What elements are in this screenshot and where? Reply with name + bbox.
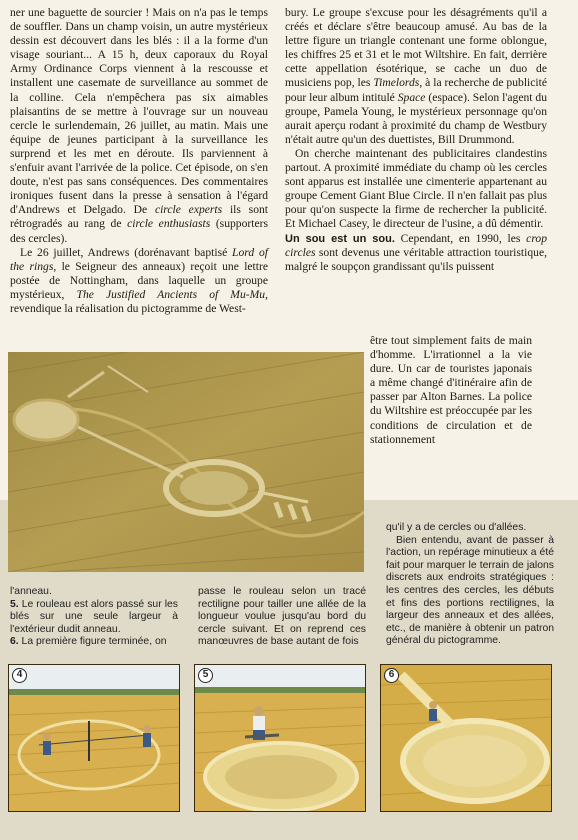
caption-steps-5-6: l'anneau. 5. Le rouleau est alors passé sur les blés sur une seule largeur à l'extérieur dudit anneau. 6. La première figure terminée, on (10, 586, 178, 648)
paragraph: On cherche maintenant des publicitaires clandestins partout. A proximité immédiate du champ où les cercles sont apparus est installée une cimenterie appartenant au groupe Cement Giant Blue Circle. Il n'en fallait pas plus pour qu'on suspecte la firme de rechercher la publicité. Et Michael Casey, le directeur de l'usine, a dû démentir. (285, 146, 547, 231)
illustration-panel-4 (8, 664, 180, 812)
illustration-finished-circle-icon (381, 665, 552, 812)
article-column-2 (285, 6, 547, 274)
paragraph: ner une baguette de sourcier ! Mais on n'a pas le temps de souffler. Dans un champ voisin, un autre mystérieux dessin est découvert dans les blés : il a la forme d'un visage souriant... A 15 h, deux caporaux du Royal Army Ordinance Corps viennent à la rescousse et installent une casemate de surveillance au sommet de la colline. Cela n'empêchera pas six aimables plaisantins de se mettre à l'ouvrage sur un nouveau cercle le surlendemain, 26 juillet, au matin. Mais une équipe de jeunes participant à la surveillance les surprend et les met en déroute. Ils parviennent à s'enfuir avant l'arrivée de la police. Cet épisode, on s'en doute, n'est pas sans conséquences. Des commentaires ironiques fusent dans la presse à sensation à l'égard d'Andrews et Delgado. De circle experts ils sont rétrogradés au rang de circle enthusiasts (supporters des cercles). (10, 6, 269, 245)
caption-continued: passe le rouleau selon un tracé rectiligne pour tailler une allée de la longueur voulue jusqu'au bord du cercle suivant. Et on reprend ces manœuvres de base autant de fois (198, 586, 366, 648)
article-column-1 (10, 6, 268, 316)
article-column-3 (370, 334, 532, 447)
aerial-crop-circle-photo (8, 352, 364, 572)
paragraph: être tout simplement faits de main d'homme. L'irrationnel a la vie dure. Un car de touristes japonais a même changé d'itinéraire afin de passer par Alton Barnes. La police du Wiltshire est préoccupée par les conditions de circulation et de stationnement (370, 334, 532, 446)
panel-number: 4 (12, 668, 27, 683)
panel-number: 6 (384, 668, 399, 683)
paragraph: Un sou est un sou. Cependant, en 1990, les crop circles sont devenus une véritable attraction touristique, malgré le soupçon grandissant qu'ils puissent (285, 231, 547, 273)
illustration-surveying-icon (9, 665, 180, 812)
caption-preparation: qu'il y a de cercles ou d'allées. Bien entendu, avant de passer à l'action, un repérage minutieux a été fait pour marquer le terrain de jalons discrets aux endroits stratégiques : les centres des cercles, les débuts et fins des portions rectilignes, la largeur des anneaux et des allées, etc., de manière à obtenir un patron général du pictogramme. (386, 522, 554, 647)
panel-number: 5 (198, 668, 213, 683)
illustration-panel-6 (380, 664, 552, 812)
illustration-panel-5 (194, 664, 366, 812)
paragraph: Le 26 juillet, Andrews (dorénavant baptisé Lord of the rings, le Seigneur des anneaux) reçoit une lettre postée de Nottingham, dans laquelle un groupe mystérieux, The Justified Ancients of Mu-Mu, revendique la réalisation du pictogramme de West- (10, 245, 269, 315)
paragraph: bury. Le groupe s'excuse pour les désagréments qu'il a créés et déclare s'être beaucoup amusé. Au bas de la lettre figure un triangle contenant une forme oblongue, les chiffres 25 et 31 et le mot Wiltshire. En fait, derrière cette appellation ésotérique, se cache un duo de musiciens pop, les Timelords, à la recherche de publicité pour leur album intitulé Space (espace). Selon l'agent du groupe, Pamela Young, le mystérieux personnage qu'on aurait aperçu rodant à proximité du champ de Westbury n'était autre qu'un des duettistes, Bill Drummond. (285, 6, 547, 146)
subheading: Un sou est un sou. (285, 232, 395, 245)
aerial-photo-icon (8, 352, 364, 572)
illustration-rolling-icon (195, 665, 366, 812)
